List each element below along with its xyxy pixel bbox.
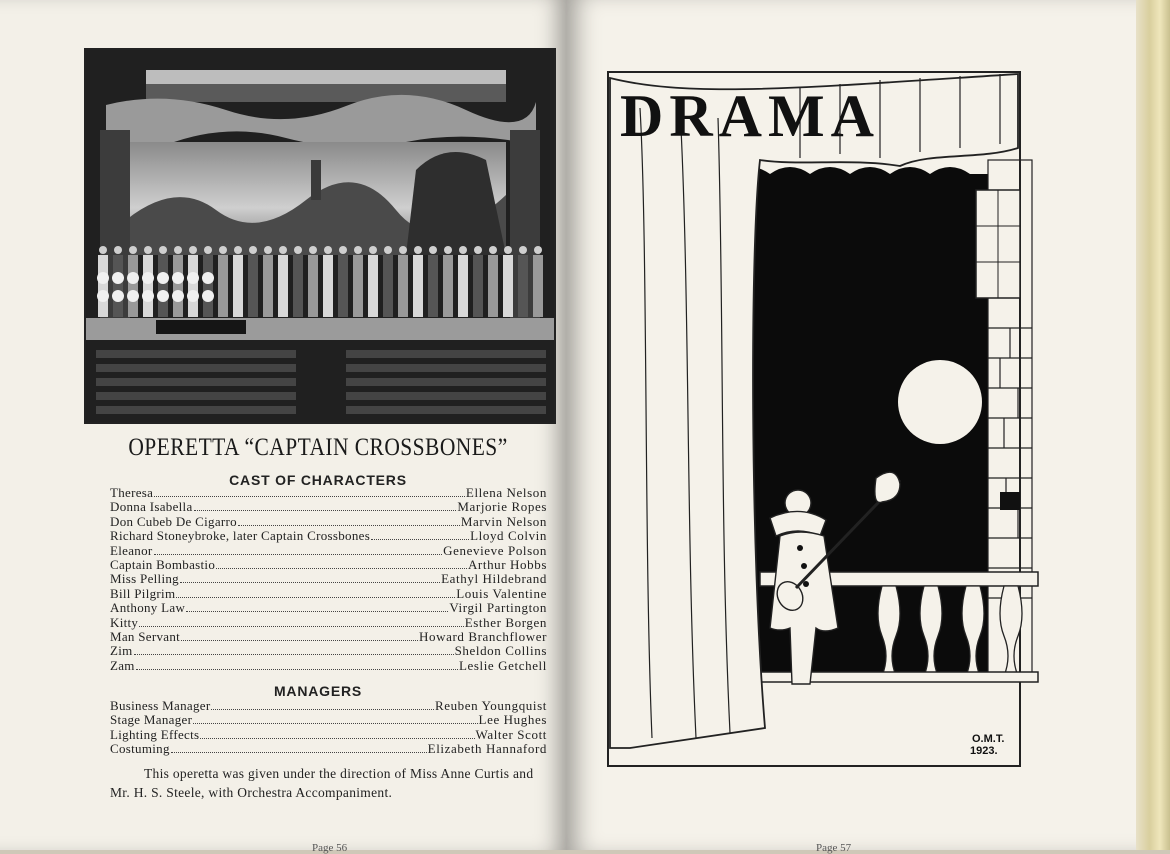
leader-dots [211,700,433,710]
left-page [0,0,566,854]
leader-dots [371,530,469,540]
cast-member-head [129,246,137,254]
person-name: Marvin Nelson [460,513,547,529]
leader-dots [194,501,457,511]
direction-note: This operetta was given under the direction of Miss Anne Curtis and Mr. H. S. Steele, with Orchestra Accompaniment. [110,766,534,800]
cast-member-body [128,255,138,317]
cast-member-head [339,246,347,254]
person-name: Lee Hughes [478,712,547,728]
costume-disc [157,272,169,284]
role-name: Anthony Law [110,600,186,616]
cast-list [110,486,547,673]
cast-member-head [144,246,152,254]
leader-dots [193,714,477,724]
costume-disc [97,290,109,302]
costume-disc [142,290,154,302]
cast-member-head [504,246,512,254]
costume-disc [172,272,184,284]
role-name: Stage Manager [110,712,193,728]
credit-row [110,644,547,658]
credit-row [110,728,547,742]
leader-dots [238,516,460,526]
person-name: Elizabeth Hannaford [427,741,547,757]
cast-member-body [323,255,333,317]
cast-member-body [338,255,348,317]
role-name: Eleanor [110,542,153,558]
cast-member-body [428,255,438,317]
person-name: Lloyd Colvin [470,528,547,544]
person-name: Esther Borgen [464,614,547,630]
cast-member-head [174,246,182,254]
cast-member-body [203,255,213,317]
person-name: Eathyl Hildebrand [441,571,547,587]
credit-row [110,529,547,543]
artist-signature: O.M.T. 1923. [970,733,1005,757]
credit-row [110,659,547,673]
cast-member-body [413,255,423,317]
leader-dots [171,743,427,753]
credit-row [110,572,547,586]
cast-member-body [98,255,108,317]
costume-disc [97,272,109,284]
cast-member-head [399,246,407,254]
operetta-title: OPERETTA “CAPTAIN CROSSBONES” [128,434,508,461]
cast-member-body [233,255,243,317]
credit-row [110,713,547,727]
cast-member-head [234,246,242,254]
costume-disc [202,290,214,302]
person-name: Louis Valentine [456,585,547,601]
cast-member-head [219,246,227,254]
role-name: Richard Stoneybroke, later Captain Crossbones [110,528,371,544]
costume-disc [112,290,124,302]
cast-member-head [324,246,332,254]
costume-disc [202,272,214,284]
cast-member-body [278,255,288,317]
credit-row [110,616,547,630]
cast-member-head [489,246,497,254]
credit-row [110,544,547,558]
leader-dots [176,588,455,598]
cast-member-head [204,246,212,254]
cast-member-head [414,246,422,254]
role-name: Don Cubeb De Cigarro [110,513,237,529]
page-number-right: Page 57 [816,842,852,854]
drama-illustration [600,48,1040,778]
cast-member-head [354,246,362,254]
cast-member-head [294,246,302,254]
person-name: Arthur Hobbs [467,556,547,572]
cast-member-body [368,255,378,317]
role-name: Bill Pilgrim [110,585,176,601]
leader-dots [134,645,454,655]
cast-member-head [519,246,527,254]
costume-disc [187,290,199,302]
leader-dots [200,729,474,739]
cast-member-body [353,255,363,317]
cast-member-head [264,246,272,254]
leader-dots [180,573,440,583]
cast-member-body [518,255,528,317]
credit-row [110,558,547,572]
cast-member-head [279,246,287,254]
credit-row [110,742,547,756]
cast-member-body [218,255,228,317]
cast-member-head [459,246,467,254]
credit-row [110,500,547,514]
costume-disc [127,272,139,284]
credit-row [110,486,547,500]
cast-member-body [248,255,258,317]
role-name: Business Manager [110,698,211,713]
role-name: Miss Pelling [110,571,179,587]
role-name: Costuming [110,741,170,757]
cast-member-body [488,255,498,317]
leader-dots [216,559,467,569]
costume-disc [142,272,154,284]
cast-member-head [369,246,377,254]
costume-disc [157,290,169,302]
cast-member-head [159,246,167,254]
leader-dots [139,617,463,627]
cast-member-body [398,255,408,317]
credit-row [110,601,547,615]
role-name: Zim [110,643,133,659]
leader-dots [181,631,418,641]
credit-row [110,630,547,644]
leader-dots [154,545,443,555]
person-name: Virgil Partington [449,600,547,616]
cast-member-body [143,255,153,317]
costume-disc [112,272,124,284]
person-name: Marjorie Ropes [457,499,547,515]
person-name: Sheldon Collins [454,643,547,659]
cast-member-body [158,255,168,317]
cast-member-head [534,246,542,254]
cast-member-head [189,246,197,254]
person-name: Reuben Youngquist [434,698,547,713]
cast-heading: CAST OF CHARACTERS [229,472,407,488]
cast-member-head [99,246,107,254]
cast-member-head [429,246,437,254]
person-name: Leslie Getchell [458,657,547,673]
credit-row [110,515,547,529]
person-name: Ellena Nelson [465,485,547,500]
cast-member-body [503,255,513,317]
role-name: Donna Isabella [110,499,193,515]
cast-member-head [444,246,452,254]
cast-member-body [173,255,183,317]
cast-member-head [474,246,482,254]
role-name: Captain Bombastio [110,556,216,572]
stage-photo [84,48,556,424]
cast-member-body [293,255,303,317]
managers-heading: MANAGERS [273,683,363,699]
person-name: Walter Scott [475,726,547,742]
cast-member-body [263,255,273,317]
costume-disc [127,290,139,302]
cast-member-head [249,246,257,254]
costume-disc [172,290,184,302]
role-name: Theresa [110,485,154,500]
leader-dots [136,660,458,670]
cast-member-body [383,255,393,317]
cast-member-body [473,255,483,317]
role-name: Kitty [110,614,139,630]
role-name: Zam [110,657,135,673]
person-name: Howard Branchflower [419,628,547,644]
cast-member-body [443,255,453,317]
costume-disc [187,272,199,284]
page-edge [1136,0,1170,850]
page-number-left: Page 56 [312,842,348,854]
credit-row [110,699,547,713]
cast-member-head [114,246,122,254]
role-name: Lighting Effects [110,726,200,742]
leader-dots [186,602,448,612]
person-name: Genevieve Polson [443,542,547,558]
cast-member-head [309,246,317,254]
credit-row [110,587,547,601]
cast-member-head [384,246,392,254]
cast-member-body [188,255,198,317]
cast-member-body [113,255,123,317]
cast-member-body [308,255,318,317]
drama-title: DRAMA [620,83,880,149]
cast-member-body [458,255,468,317]
leader-dots [154,487,465,497]
managers-list [110,699,547,757]
cast-member-body [533,255,543,317]
role-name: Man Servant [110,628,181,644]
